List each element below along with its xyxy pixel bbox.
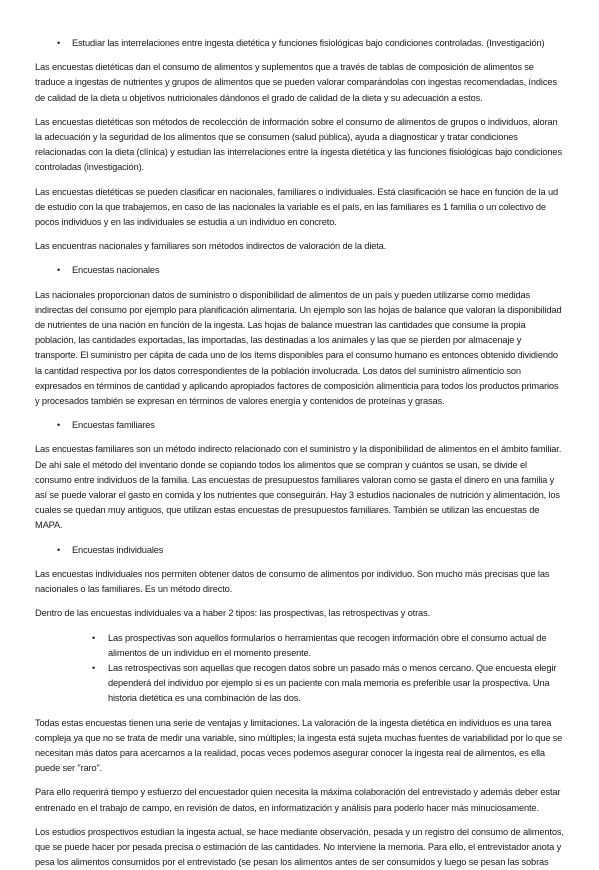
paragraph-metodos-indirectos: Las encuentras nacionales y familiares son métodos indirectos de valoración de la dieta. xyxy=(35,241,387,252)
paragraph-encuestador: Para ello requerirá tiempo y esfuerzo del encuestador quien necesita la máxima colaboración del entrevistado y además deber estar entrenado en el trabajo de campo, en revisión de datos, en informatización y análisis para poderlo hacer más minuciosamente. xyxy=(35,787,561,813)
bullet-item-retrospectivas: • Las retrospectivas son aquellas que recogen datos sobre un pasado más o menos cercano. Que encuesta elegir dependerá del individuo por ejemplo si es un paciente con mala memoria es preferible usar la prospectiva. Una historia dietética es una combinación de las dos. xyxy=(35,661,565,707)
top-bullet-list xyxy=(35,36,565,51)
heading-list-familiares xyxy=(35,418,565,433)
paragraph-tipos: Dentro de las encuestas individuales va a haber 2 tipos: las prospectivas, las retrospectivas y otras. xyxy=(35,608,431,619)
paragraph-clasificacion: Las encuestas dietéticas se pueden clasificar en nacionales, familiares o individuales. Está clasificación se hace en función de la ud de estudio con la que trabajemos, en caso de las nacionales la variable es el país, en las familiares es 1 familia o un colectivo de pocos individuos y en las individuales se estudia a un individuo en concreto. xyxy=(35,186,559,228)
paragraph-encuestas-consumo: Las encuestas dietéticas dan el consumo de alimentos y suplementos que a través de tablas de composición de alimentos se traduce a ingestas de nutrientes y grupos de alimentos que se pueden valorar comparándolas con ingestas recomendadas, índices de calidad de la dieta u objetivos nutricionales dándonos el grado de calidad de la dieta y su adecuación a estos. xyxy=(35,62,557,103)
heading-list-individuales xyxy=(35,543,565,558)
heading-list-nacionales xyxy=(35,263,565,278)
paragraph-metodos-recoleccion: Las encuestas dietéticas son métodos de recolección de información sobre el consumo de alimentos de grupos o individuos, aloran la adecuación y la seguridad de los alimentos que se consumen (salud pública), ayuda a diagnosticar y tratar condiciones relacionadas con la dieta (clínica) y estudian las interrelaciones entre la ingesta dietética y las funciones fisiológicas bajo condiciones controladas (investigación). xyxy=(35,116,562,173)
types-bullet-list xyxy=(35,631,565,707)
section-heading-familiares: • Encuestas familiares xyxy=(35,418,565,433)
bullet-item-investigacion: • Estudiar las interrelaciones entre ingesta dietética y funciones fisiológicas bajo condiciones controladas. (Investigación) xyxy=(35,36,565,51)
paragraph-nacionales: Las nacionales proporcionan datos de suministro o disponibilidad de alimentos de un país y pueden utilizarse como medidas indirectas del consumo por ejemplo para planificación alimentaria. Un ejemplo son las hojas de balance que valoran la disponibilidad de nutrientes de una nación en función de la ingesta. Las hojas de balance muestran las cantidades que consume la propia población, las cantidades exportadas, las importadas, las destinadas a los animales y las que se pierden por almacenaje y transporte. El suministro per cápita de cada uno de los ítems disponibles para el consumo humano es entonces obtenido dividiendo la cantidad respectiva por los datos correspondientes de la población involucrada. Los datos del suministro alimenticio son expresados en términos de cantidad y aplicando apropiados factores de composición alimenticia para todos los productos primarios y procesados también se expresan en términos de valores energía y contenidos de proteínas y grasas. xyxy=(35,289,562,407)
section-heading-nacionales: • Encuestas nacionales xyxy=(35,263,565,278)
section-heading-individuales: • Encuestas individuales xyxy=(35,543,565,558)
paragraph-familiares: Las encuestas familiares son un método indirecto relacionado con el suministro y la disponibilidad de alimentos en el ámbito familiar. De ahí sale el método del inventario donde se copiando todos los alimentos que se compran y cuántos se usan, se divide el consumo entre individuos de la familia. Las encuestas de presupuestos familiares valoran como se gasta el dinero en una familia y así se puede valorar el gasto en comida y los nutrientes que conseguirán. Hay 3 estudios nacionales de nutrición y alimentación, los cuales se quedan muy antiguos, que utilizan estas encuestas de presupuestos familiares. También se utilizan las encuestas de MAPA. xyxy=(35,444,562,531)
paragraph-ventajas-limitaciones: Todas estas encuestas tienen una serie de ventajas y limitaciones. La valoración de la ingesta dietética en individuos es una tarea compleja ya que no se trata de medir una variable, sino múltiples; la ingesta está sujeta muchas fuentes de variabilidad por lo que se necesitan más datos para acercarnos a la realidad, pocas veces podemos asegurar conocer la ingesta real de alimentos, es ella puede ser "raro". xyxy=(35,717,563,774)
bullet-item-prospectivas: • Las prospectivas son aquellos formularios o herramientas que recogen información obre el consumo actual de alimentos de un individuo en el momento presente. xyxy=(35,631,565,661)
paragraph-estudios-prospectivos: Los estudios prospectivos estudian la ingesta actual, se hace mediante observación, pesada y un registro del consumo de alimentos, que se puede hacer por pesada precisa o estimación de las cantidades. No interviene la memoria. Para ello, el entrevistador anota y pesa los alimentos consumidos por el entrevistado (se pesan los alimentos antes de ser consumidos y luego se pesan las sobras xyxy=(35,826,564,868)
paragraph-individuales: Las encuestas individuales nos permiten obtener datos de consumo de alimentos por individuo. Son mucho más precisas que las nacionales o las familiares. Es un método directo. xyxy=(35,568,550,595)
